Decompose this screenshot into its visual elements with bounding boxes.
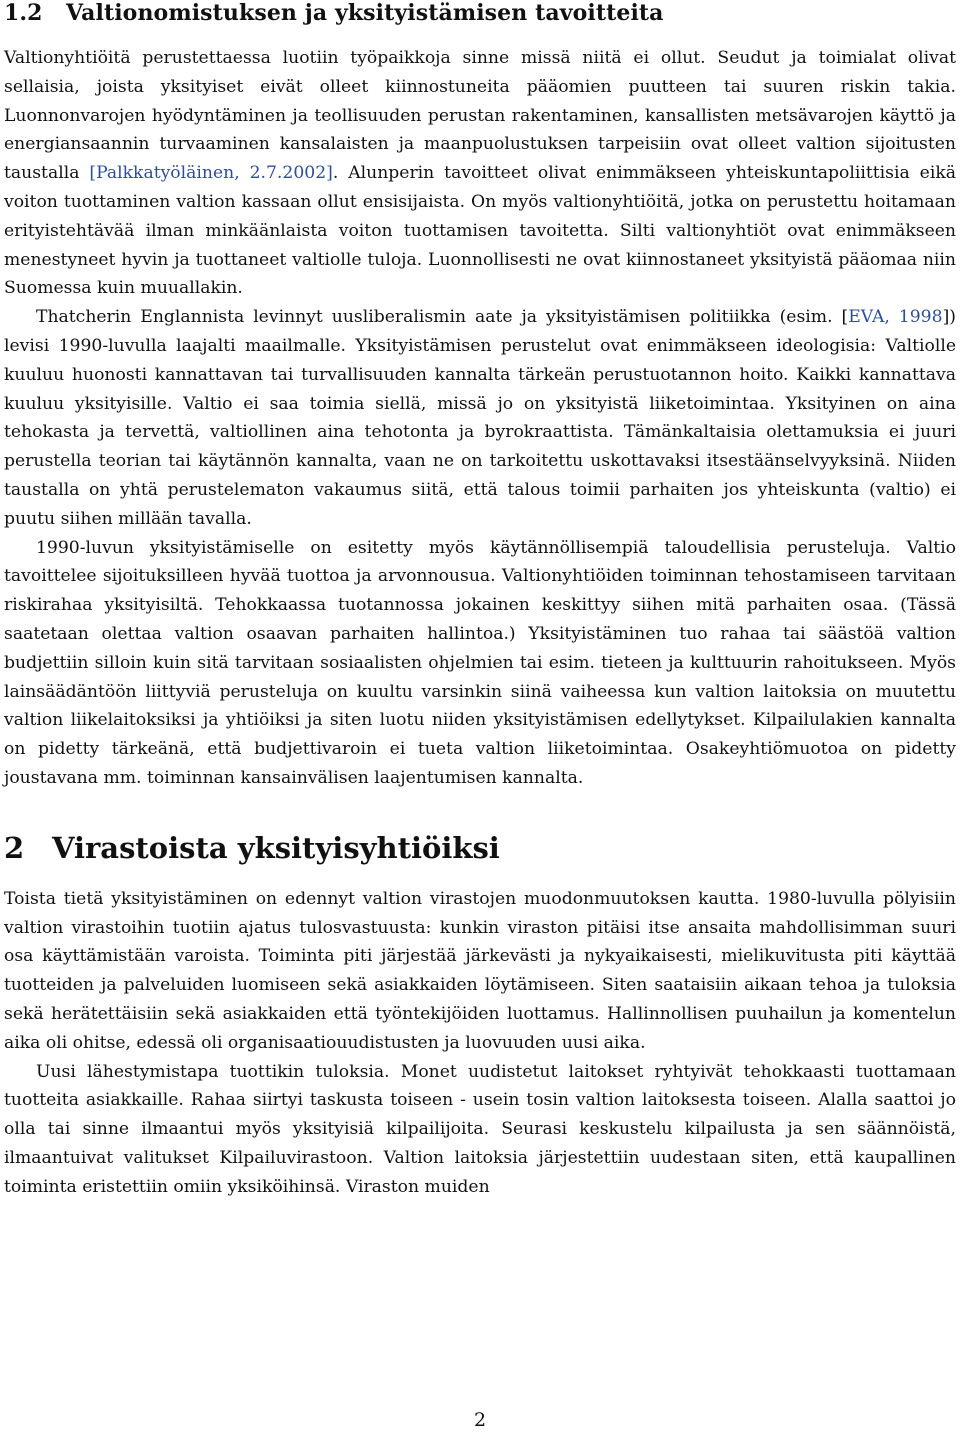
section-title: Virastoista yksityisyhtiöiksi	[52, 830, 500, 865]
page-number: 2	[473, 1409, 487, 1431]
paragraph-text: Thatcherin Englannista levinnyt uusliberalismin aate ja yksityistämisen politiikka (esim.	[36, 307, 842, 328]
paragraph-text: Valtionyhtiöitä perustettaessa luotiin työpaikkoja sinne missä niitä ei ollut. Seudut ja toimialat olivat sellaisia, joista yksityiset eivät olleet kiinnostuneita pääomien puutteen tai suuren riskin takia. Luonnonvarojen hyödyntäminen ja teollisuuden perustan rakentaminen, kansallisten metsävarojen käyttö ja energiansaannin turvaaminen kansalaisten ja maanpuolustuksen tarpeisiin ovat olleet valtion sijoitusten taustalla	[4, 48, 956, 184]
paragraph	[4, 303, 956, 533]
section-heading-2	[4, 831, 956, 865]
citation-link[interactable]: [Palkkatyöläinen, 2.7.2002]	[89, 163, 333, 184]
paragraph-text: ) levisi 1990-luvulla laajalti maailmalle. Yksityistämisen perustelut ovat enimmäkseen ideologisia: Valtiolle kuuluu huonosti kannattavan tai turvallisuuden kannalta tärkeän perustuotannon hoito. Kaikki kannattava kuuluu yksityisille. Valtio ei saa toimia siellä, missä jo on yksityistä liiketoimintaa. Yksityinen on aina tehokasta ja tervettä, valtiollinen aina tehotonta ja byrokraattista. Tämänkaltaisia olettamuksia ei juuri perustella teorian tai käytännön kannalta, vaan ne on tarkoitettu uskottavaksi itsestäänselvyyksinä. Niiden taustalla on yhtä perustelematon vakaumus siitä, että talous toimii parhaiten jos yhteiskunta (valtio) ei puutu siihen millään tavalla.	[4, 307, 956, 529]
paragraph: Uusi lähestymistapa tuottikin tuloksia. Monet uudistetut laitokset ryhtyivät tehokkaasti tuottamaan tuotteita asiakkaille. Rahaa siirtyi taskusta toiseen - usein tosin valtion laitoksesta toiseen. Alalla saattoi jo olla tai sinne ilmaantui myös yksityisiä kilpailijoita. Seurasi keskustelu kilpailusta ja sen säännöistä, ilmaantuivat valitukset Kilpailuvirastoon. Valtion laitoksia järjestettiin uudestaan siten, että kaupallinen toiminta eristettiin omiin yksiköihinsä. Viraston muiden	[4, 1061, 956, 1197]
paragraph: Toista tietä yksityistäminen on edennyt valtion virastojen muodonmuutoksen kautta. 1980-luvulla pölyisiin valtion virastoihin tuotiin ajatus tulosvastuusta: kunkin viraston pitäisi itse ansaita mahdollisimman suuri osa käyttämistään varoista. Toiminta piti järjestää järkevästi ja nykyaikaisesti, mielikuvitusta piti käyttää tuotteiden ja palveluiden luomiseen sekä asiakkaiden löytämiseen. Siten saataisiin aikaan tehoa ja tuloksia sekä herätettäisiin sekä asiakkaiden että työntekijöiden luottamus. Hallinnollisen puuhailun ja komentelun aika oli ohitse, edessä oli organisaatiouudistusten ja luovuuden uusi aika.	[4, 888, 956, 1053]
section-number: 2	[4, 830, 25, 865]
citation-bracket: [	[841, 307, 849, 328]
page-content	[4, 0, 956, 1201]
paragraph: 1990-luvun yksityistämiselle on esitetty myös käytännöllisempiä taloudellisia perusteluja. Valtio tavoittelee sijoituksilleen hyvää tuottoa ja arvonnousua. Valtionyhtiöiden toiminnan tehostamiseen tarvitaan riskirahaa yksityisiltä. Tehokkaassa tuotannossa jokainen keskittyy siihen mitä parhaiten osaa. (Tässä saatetaan olettaa valtion osaavan parhaiten hallintoa.) Yksityistäminen tuo rahaa tai säästöä valtion budjettiin silloin kuin sitä tarvitaan sosiaalisten ohjelmien tai esim. tieteen ja kulttuurin rahoitukseen. Myös lainsäädäntöön liittyviä perusteluja on kuultu varsinkin siinä vaiheessa kun valtion laitoksia on muutettu valtion liikelaitoksiksi ja yhtiöiksi ja siten luotu niiden yksityistämisen edellytykset. Kilpailulakien kannalta on pidetty tärkeänä, että budjettivaroin ei tueta valtion liiketoimintaa. Osakeyhtiömuotoa on pidetty joustavana mm. toiminnan kansainvälisen laajentumisen kannalta.	[4, 537, 956, 788]
citation-link[interactable]: EVA, 1998	[848, 307, 943, 328]
paragraph-text: . Alunperin tavoitteet olivat enimmäkseen yhteiskuntapoliittisia eikä voiton tuottaminen valtion kassaan ollut ensisijaista. On myös valtionyhtiöitä, jotka on perustettu hoitamaan erityistehtävää ilman minkäänlaista voiton tuottamisen tavoitetta. Silti valtionyhtiöt ovat enimmäkseen menestyneet hyvin ja tuottaneet valtiolle tuloja. Luonnollisesti ne ovat kiinnostaneet yksityistä pääomaa niin Suomessa kuin muuallakin.	[4, 163, 956, 299]
section-heading-1-2	[4, 0, 956, 30]
citation-bracket: ]	[942, 307, 950, 328]
section-number: 1.2	[4, 0, 43, 26]
paragraph	[4, 44, 956, 303]
section-title: Valtionomistuksen ja yksityistämisen tavoitteita	[66, 0, 664, 26]
